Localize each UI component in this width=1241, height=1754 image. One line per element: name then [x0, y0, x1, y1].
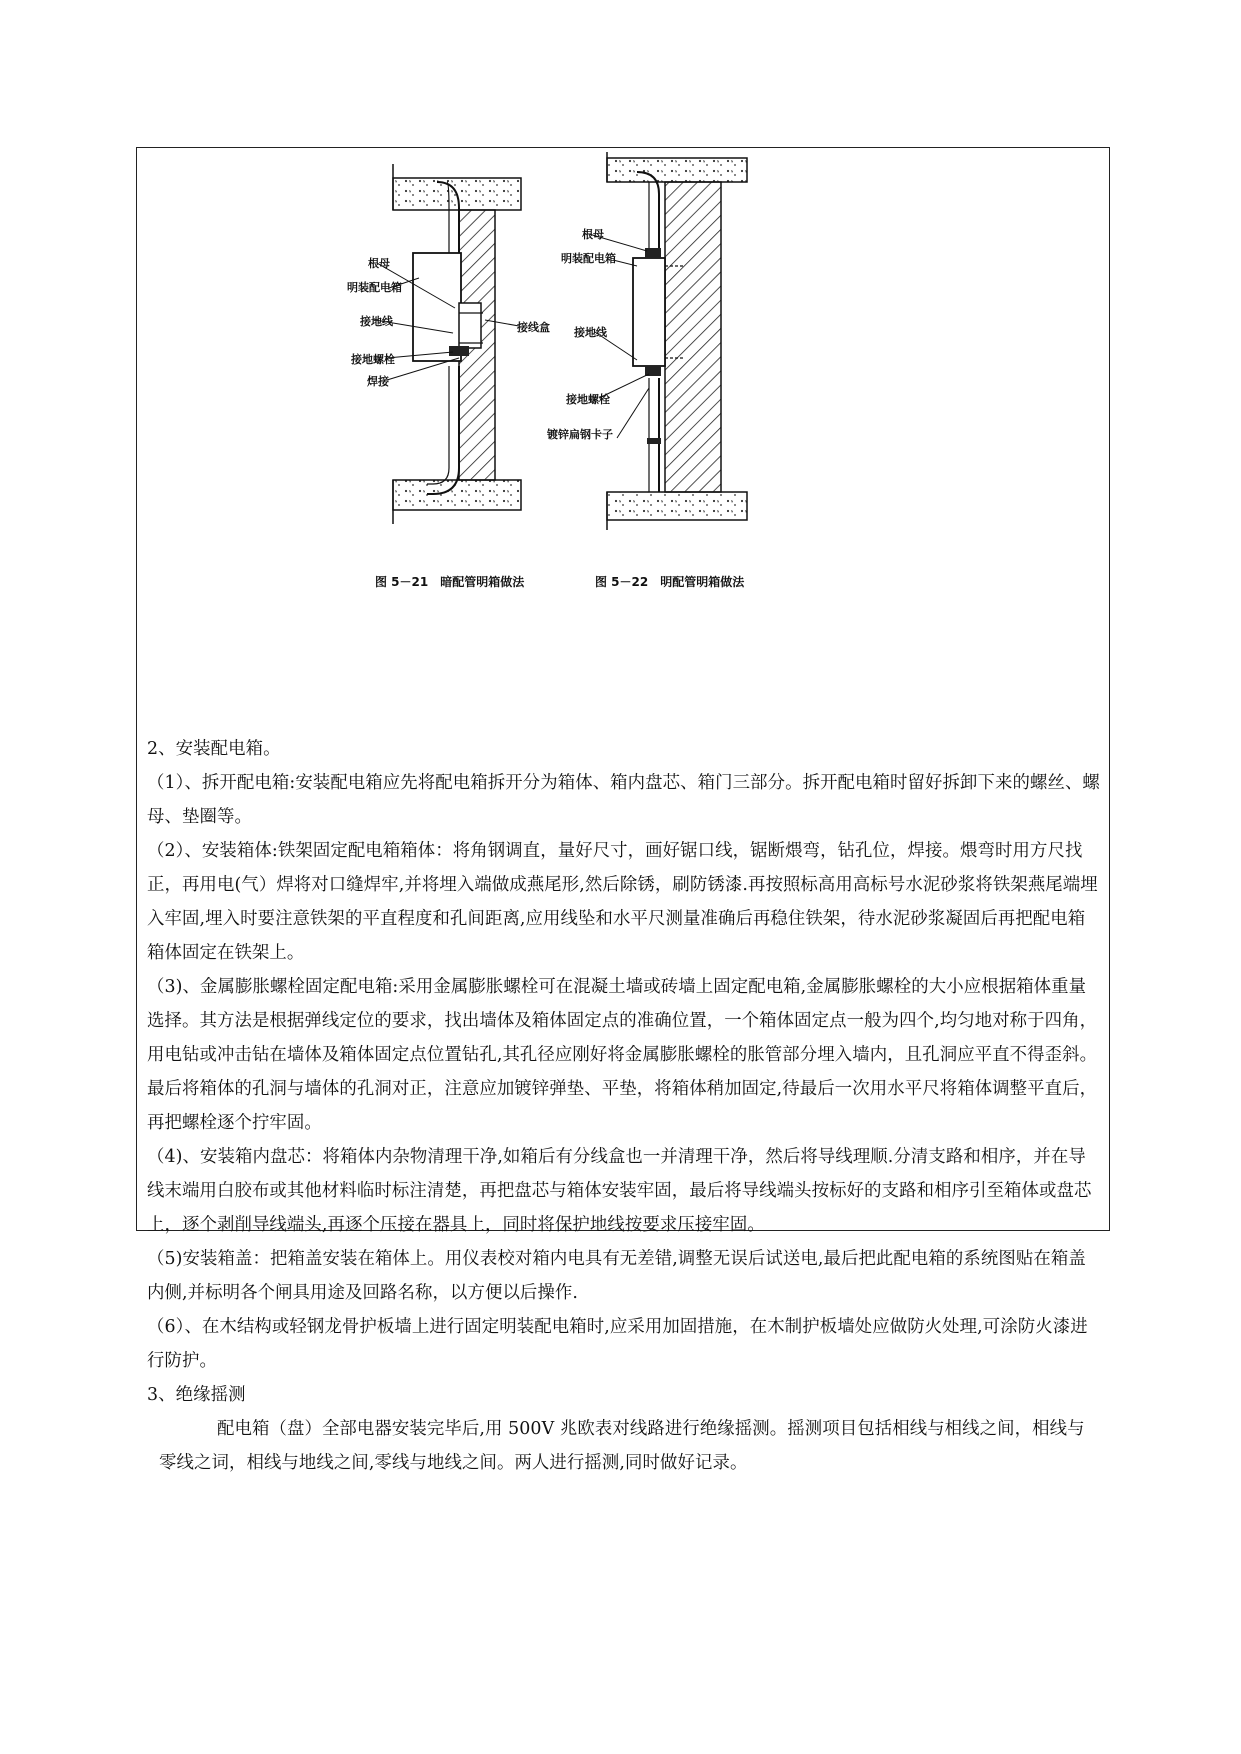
wall-right: [665, 182, 721, 492]
section-3-title: 3、绝缘摇测: [147, 1385, 246, 1405]
label-box-left: 明装配电箱: [347, 281, 402, 294]
label-ground-bolt-left: 接地螺栓: [351, 353, 395, 366]
distribution-box-right: [633, 258, 665, 366]
label-junction-box: 接线盒: [517, 321, 550, 334]
paragraph-6: （6）、在木结构或轻钢龙骨护板墙上进行固定明装配电箱时,应采用加固措施，在木制护板墙处应做防火处理,可涂防火漆进行防护。: [147, 1317, 1088, 1371]
paragraph-5: （5)安装箱盖：把箱盖安装在箱体上。用仪表校对箱内电具有无差错,调整无误后试送电,最后把此配电箱的系统图贴在箱盖内侧,并标明各个闸具用途及回路名称，以方便以后操作.: [147, 1249, 1086, 1303]
figure-5-21: [347, 164, 550, 589]
paragraph-7: 配电箱（盘）全部电器安装完毕后,用 500V 兆欧表对线路进行绝缘摇测。摇测项目包括相线与相线之间，相线与零线之词，相线与地线之间,零线与地线之间。两人进行摇测,同时做好记录。: [159, 1419, 1085, 1473]
section-2-title: 2、安装配电箱。: [147, 739, 281, 759]
paragraph-1: （1）、拆开配电箱:安装配电箱应先将配电箱拆开分为箱体、箱内盘芯、箱门三部分。拆开配电箱时留好拆卸下来的螺丝、螺母、垫圈等。: [147, 773, 1100, 827]
paragraph-4: （4)、安装箱内盘芯：将箱体内杂物清理干净,如箱后有分线盒也一并清理干净，然后将导线理顺.分清支路和相序，并在导线末端用白胶布或其他材料临时标注清楚，再把盘芯与箱体安装牢固，最后将导线端头按标好的支路和相序引至箱体或盘芯上，逐个剥削导线端头,再逐个压接在器具上，同时将保护地线按要求压接牢固。: [147, 1147, 1092, 1235]
bottom-slab-left: [393, 480, 521, 510]
top-slab-right: [607, 158, 747, 182]
label-ground-bolt-right: 接地螺栓: [566, 393, 610, 406]
caption-5-22: 图 5－22 明配管明箱做法: [595, 575, 745, 589]
figure-5-22: [546, 152, 747, 589]
label-box-right: 明装配电箱: [561, 252, 616, 265]
paragraph-3: （3)、金属膨胀螺栓固定配电箱:采用金属膨胀螺栓可在混凝土墙或砖墙上固定配电箱,金属膨胀螺栓的大小应根据箱体重量选择。其方法是根据弹线定位的要求，找出墙体及箱体固定点的准确位置，一个箱体固定点一般为四个,均匀地对称于四角，用电钻或冲击钻在墙体及箱体固定点位置钻孔,其孔径应刚好将金属膨胀螺栓的胀管部分埋入墙内，且孔洞应平直不得歪斜。最后将箱体的孔洞与墙体的孔洞对正，注意应加镀锌弹垫、平垫，将箱体稍加固定,待最后一次用水平尺将箱体调整平直后，再把螺栓逐个拧牢固。: [147, 977, 1098, 1133]
label-ground-wire-left: 接地线: [360, 315, 393, 328]
label-clip: 镀锌扁钢卡子: [547, 428, 613, 441]
label-weld-left: 焊接: [367, 375, 389, 388]
bottom-slab-right: [607, 492, 747, 520]
label-genmu-right: 根母: [582, 228, 604, 241]
text-body: [147, 732, 1102, 1480]
paragraph-2: （2）、安装箱体:铁架固定配电箱箱体：将角钢调直，量好尺寸，画好锯口线，锯断煨弯，钻孔位，焊接。煨弯时用方尺找正，再用电(气）焊将对口缝焊牢,并将埋入端做成燕尾形,然后除锈，刷防锈漆.再按照标高用高标号水泥砂浆将铁架燕尾端埋入牢固,埋入时要注意铁架的平直程度和孔间距离,应用线坠和水平尺测量准确后再稳住铁架，待水泥砂浆凝固后再把配电箱箱体固定在铁架上。: [147, 841, 1098, 963]
content-table: [136, 147, 1110, 1473]
installation-diagrams: [137, 148, 1109, 708]
label-genmu-left: 根母: [368, 257, 390, 270]
label-ground-wire-right: 接地线: [574, 326, 607, 339]
caption-5-21: 图 5－21 暗配管明箱做法: [375, 575, 525, 589]
figure-area: [137, 148, 1109, 708]
